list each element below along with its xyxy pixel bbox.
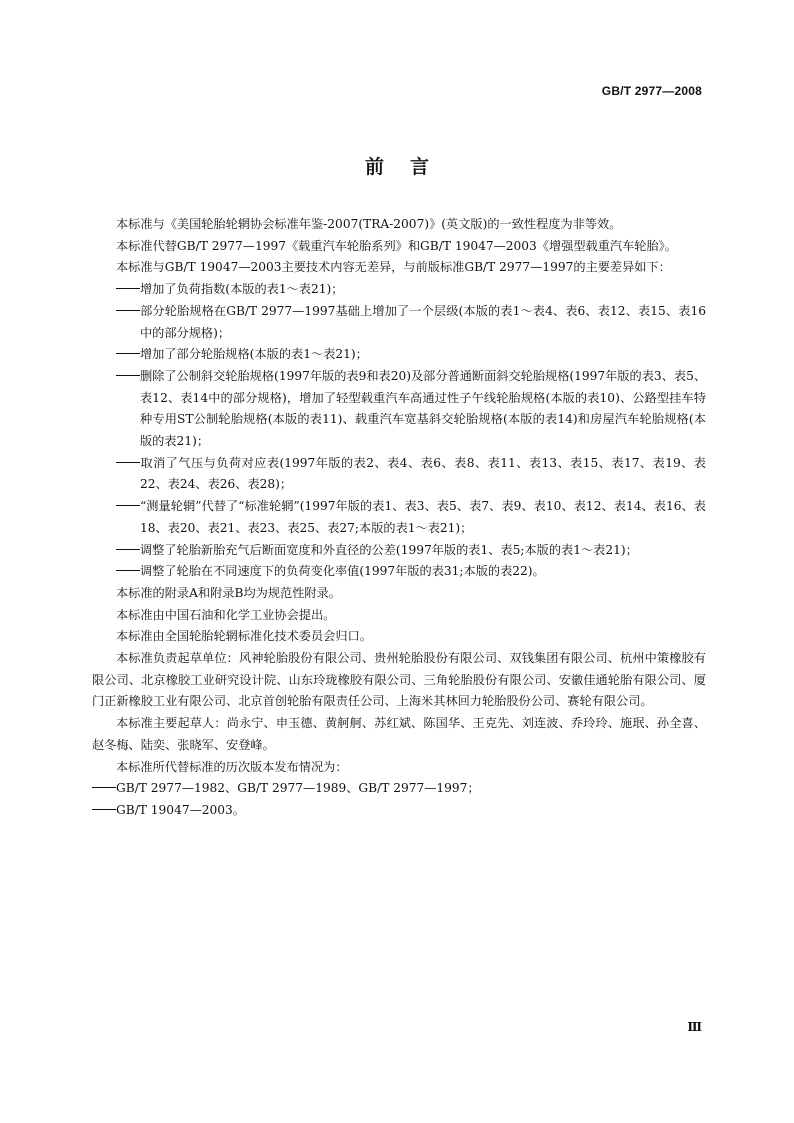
dash-mark xyxy=(116,375,140,376)
paragraph-equivalence: 本标准与《美国轮胎轮辋协会标准年鉴-2007(TRA-2007)》(英文版)的一致性程度为非等效。 xyxy=(116,217,622,231)
list-item xyxy=(92,496,706,539)
paragraph-drafting-units: 本标准负责起草单位：风神轮胎股份有限公司、贵州轮胎股份有限公司、双钱集团有限公司、杭州中策橡胶有限公司、北京橡胶工业研究设计院、山东玲珑橡胶有限公司、三角轮胎股份有限公司、安徽佳通轮胎有限公司、厦门正新橡胶工业有限公司、北京首创轮胎有限责任公司、上海米其林回力轮胎股份公司、赛轮有限公司。 xyxy=(92,651,706,709)
dash-mark xyxy=(92,787,116,788)
list-item xyxy=(92,279,706,301)
paragraph-drafters: 本标准主要起草人：尚永宁、申玉德、黄舸舸、苏红斌、陈国华、王克先、刘连波、乔玲玲、施珉、孙全喜、赵冬梅、陆奕、张晓军、安登峰。 xyxy=(92,716,706,752)
list-item-text: 删除了公制斜交轮胎规格(1997年版的表9和表20)及部分普通断面斜交轮胎规格(1997年版的表3、表5、表12、表14中的部分规格)，增加了轻型载重汽车高通过性子午线轮胎规格(本版的表10)、公路型挂车特种专用ST公制轮胎规格(本版的表11)、载重汽车宽基斜交轮胎规格(本版的表14)和房屋汽车轮胎规格(本版的表21)； xyxy=(140,368,707,449)
list-item xyxy=(92,453,706,496)
list-item-text: 增加了负荷指数(本版的表1～表21)； xyxy=(140,282,344,297)
page-title: 前言 xyxy=(364,156,455,178)
dash-mark xyxy=(116,570,140,571)
paragraph-proposed-by: 本标准由中国石油和化学工业协会提出。 xyxy=(116,607,336,622)
list-item-text: 调整了轮胎在不同速度下的负荷变化率值(1997年版的表31;本版的表22)。 xyxy=(140,564,545,579)
history-item xyxy=(92,778,706,800)
list-item-text: “测量轮辋”代替了“标准轮辋”(1997年版的表1、表3、表5、表7、表9、表10、表12、表14、表16、表18、表20、表21、表23、表25、表27;本版的表1～表21)； xyxy=(140,499,706,535)
dash-mark xyxy=(116,549,140,550)
dash-mark xyxy=(116,310,140,311)
dash-mark xyxy=(116,353,140,354)
page-number: Ⅲ xyxy=(687,1020,702,1034)
dash-mark xyxy=(116,462,140,463)
list-item-text: 增加了部分轮胎规格(本版的表1～表21)； xyxy=(140,347,368,362)
list-item xyxy=(92,540,706,562)
dash-mark xyxy=(116,505,140,506)
list-item-text: 取消了气压与负荷对应表(1997年版的表2、表4、表6、表8、表11、表13、表15、表17、表19、表22、表24、表26、表28)； xyxy=(140,455,706,492)
paragraph-replaces: 本标准代替GB/T 2977—1997《载重汽车轮胎系列》和GB/T 19047—2003《增强型载重汽车轮胎》。 xyxy=(116,238,677,253)
standard-code: GB/T 2977—2008 xyxy=(601,84,702,98)
list-item xyxy=(92,366,706,453)
paragraph-history-intro: 本标准所代替标准的历次版本发布情况为： xyxy=(116,759,348,774)
paragraph-managed-by: 本标准由全国轮胎轮辋标准化技术委员会归口。 xyxy=(116,629,372,644)
list-item-text: 部分轮胎规格在GB/T 2977—1997基础上增加了一个层级(本版的表1～表4、表6、表12、表15、表16中的部分规格)； xyxy=(140,303,706,340)
paragraph-differences: 本标准与GB/T 19047—2003主要技术内容无差异，与前版标准GB/T 2977—1997的主要差异如下： xyxy=(116,260,671,275)
history-item-text: GB/T 2977—1982、GB/T 2977—1989、GB/T 2977—1997； xyxy=(116,781,480,796)
paragraph-annexes: 本标准的附录A和附录B均为规范性附录。 xyxy=(116,585,341,600)
dash-mark xyxy=(92,809,116,810)
foreword-body xyxy=(92,214,706,822)
history-item-text: GB/T 19047—2003。 xyxy=(116,802,245,817)
dash-mark xyxy=(116,288,140,289)
history-item xyxy=(92,800,706,822)
list-item xyxy=(92,301,706,344)
list-item xyxy=(92,561,706,583)
list-item-text: 调整了轮胎新胎充气后断面宽度和外直径的公差(1997年版的表1、表5;本版的表1～表21)； xyxy=(140,542,638,557)
list-item xyxy=(92,344,706,366)
